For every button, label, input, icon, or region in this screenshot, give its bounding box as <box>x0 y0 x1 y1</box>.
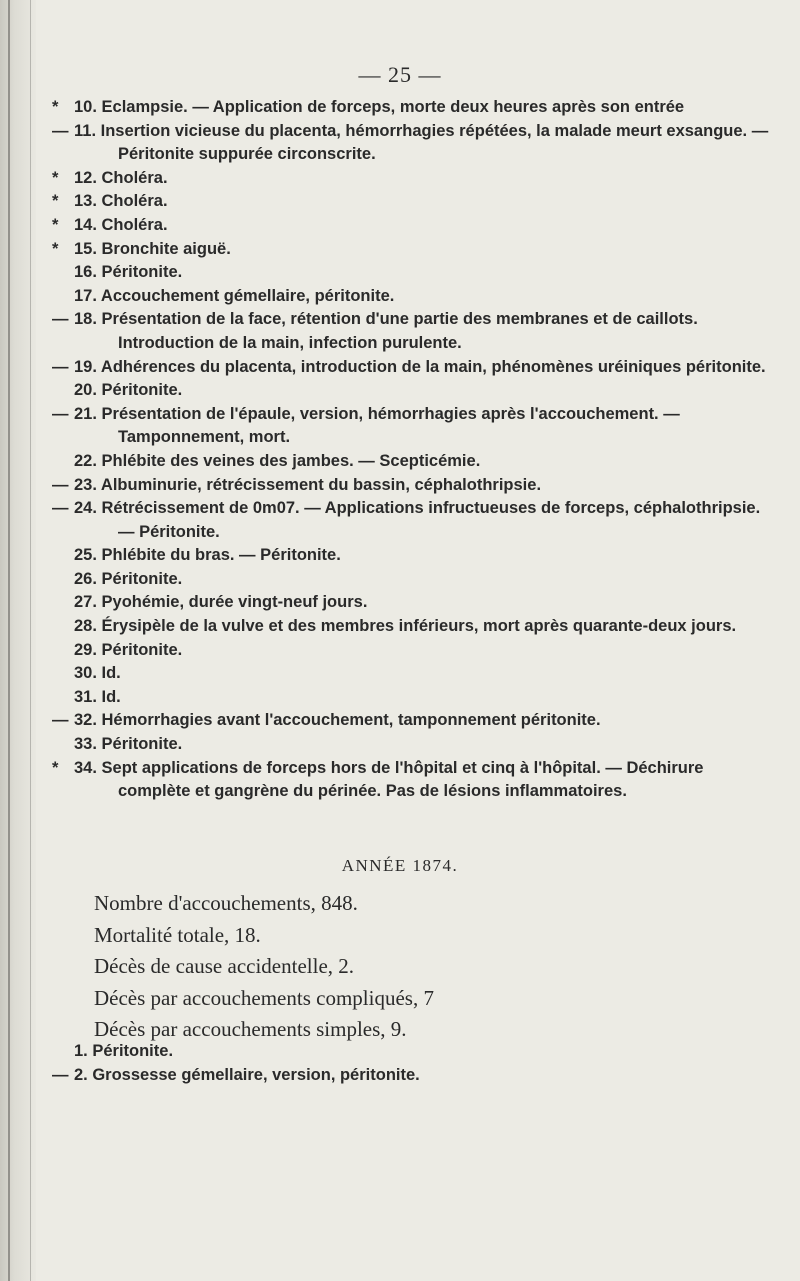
case-entry <box>52 615 772 639</box>
case-entry <box>52 568 772 592</box>
spine-inner-line <box>30 0 31 1281</box>
entry-text: 30. Id. <box>74 664 121 683</box>
case-entry <box>52 379 772 403</box>
entry-text: 27. Pyohémie, durée vingt-neuf jours. <box>74 593 368 612</box>
entry-text: 2. Grossesse gémellaire, version, péritonite. <box>74 1065 420 1084</box>
entry-marker: * <box>52 758 59 777</box>
case-entry <box>52 709 772 733</box>
year-statistics <box>94 888 774 1046</box>
entry-text: 14. Choléra. <box>74 215 168 234</box>
entry-text: 10. Eclampsie. — Application de forceps, morte deux heures après son entrée <box>74 98 685 116</box>
case-entry <box>52 214 772 238</box>
case-list-1873 <box>52 96 772 804</box>
entry-marker: * <box>52 239 59 258</box>
case-entry <box>52 308 772 355</box>
case-list-1874 <box>52 1040 772 1087</box>
entry-text: 22. Phlébite des veines des jambes. — Scepticémie. <box>74 451 481 470</box>
entry-text: 31. Id. <box>74 687 121 706</box>
entry-marker: — <box>52 475 69 494</box>
entry-text: 24. Rétrécissement de 0m07. — Applications infructueuses de forceps, céphalothripsie. — Péritonite. <box>74 499 761 541</box>
entry-marker: * <box>52 192 59 211</box>
entry-text: 25. Phlébite du bras. — Péritonite. <box>74 546 341 565</box>
case-entry <box>52 757 772 804</box>
case-entry <box>52 285 772 309</box>
case-entry <box>52 96 772 120</box>
entry-marker: — <box>52 310 69 329</box>
page-number: — 25 — <box>358 62 442 87</box>
entry-marker: — <box>52 404 69 423</box>
entry-text: 23. Albuminurie, rétrécissement du bassin, céphalothripsie. <box>74 475 542 494</box>
case-entry <box>52 450 772 474</box>
entry-marker: — <box>52 1065 69 1084</box>
entry-marker: * <box>52 215 59 234</box>
entry-text: 28. Érysipèle de la vulve et des membres inférieurs, mort après quarante-deux jours. <box>74 617 737 636</box>
entry-marker: — <box>52 711 69 730</box>
entry-text: 19. Adhérences du placenta, introduction de la main, phénomènes uréiniques péritonite. <box>74 357 766 376</box>
entry-text: 33. Péritonite. <box>74 735 183 754</box>
stat-mortality: Mortalité totale, 18. <box>94 922 261 947</box>
spine-edge-line <box>8 0 10 1281</box>
entry-marker: — <box>52 499 69 518</box>
case-entry <box>52 403 772 450</box>
case-entry <box>52 474 772 498</box>
stat-simple-deaths: Décès par accouchements simples, 9. <box>94 1017 407 1041</box>
entry-text: 18. Présentation de la face, rétention d'une partie des membranes et de caillots. Introduction de la main, infection purulente. <box>74 310 698 352</box>
entry-marker: — <box>52 121 69 140</box>
entry-text: 12. Choléra. <box>74 168 168 187</box>
entry-text: 16. Péritonite. <box>74 263 183 282</box>
case-entry <box>52 497 772 544</box>
case-entry <box>52 120 772 167</box>
entry-text: 13. Choléra. <box>74 192 168 211</box>
case-entry <box>52 639 772 663</box>
year-heading: ANNÉE 1874. <box>341 856 459 875</box>
entry-marker: — <box>52 357 69 376</box>
entry-text: 17. Accouchement gémellaire, péritonite. <box>74 286 395 305</box>
entry-text: 32. Hémorrhagies avant l'accouchement, tamponnement péritonite. <box>74 711 601 730</box>
entry-text: 20. Péritonite. <box>74 381 183 400</box>
case-entry <box>52 1040 772 1064</box>
case-entry <box>52 1064 772 1088</box>
entry-text: 21. Présentation de l'épaule, version, hémorrhagies après l'accouchement. — Tamponnement, mort. <box>74 404 680 447</box>
case-entry <box>52 261 772 285</box>
stat-complicated-deaths: Décès par accouchements compliqués, 7 <box>94 985 434 1010</box>
case-entry <box>52 733 772 757</box>
entry-text: 15. Bronchite aiguë. <box>74 239 231 258</box>
entry-marker: * <box>52 98 59 116</box>
entry-text: 34. Sept applications de forceps hors de l'hôpital et cinq à l'hôpital. — Déchirure complète et gangrène du périnée. Pas de lésions inflammatoires. <box>74 758 704 801</box>
stat-accidental-deaths: Décès de cause accidentelle, 2. <box>94 954 355 978</box>
case-entry <box>52 544 772 568</box>
entry-text: 26. Péritonite. <box>74 569 183 588</box>
case-entry <box>52 591 772 615</box>
case-entry <box>52 238 772 262</box>
case-entry <box>52 662 772 686</box>
entry-marker: * <box>52 168 59 187</box>
entry-text: 11. Insertion vicieuse du placenta, hémorrhagies répétées, la malade meurt exsangue. — Péritonite suppurée circonscrite. <box>74 121 769 164</box>
case-entry <box>52 190 772 214</box>
entry-text: 29. Péritonite. <box>74 640 183 659</box>
stat-births: Nombre d'accouchements, 848. <box>94 891 358 915</box>
case-entry <box>52 167 772 191</box>
entry-text: 1. Péritonite. <box>74 1042 174 1060</box>
book-spine <box>0 0 36 1281</box>
case-entry <box>52 686 772 710</box>
case-entry <box>52 356 772 380</box>
